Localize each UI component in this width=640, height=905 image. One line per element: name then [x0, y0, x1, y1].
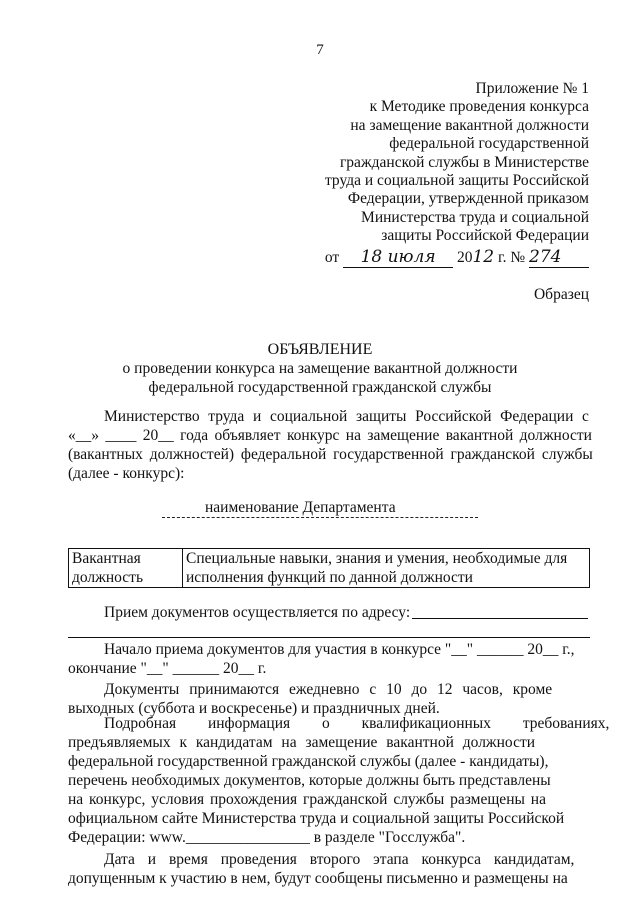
- address-continuation-line: [68, 637, 590, 638]
- intro-line: «__» ____ 20__ года объявляет конкурс на замещение вакантной должности: [68, 427, 592, 444]
- appendix-line: на замещение вакантной должности: [350, 116, 589, 134]
- table-cell: Специальные навыки, знания и умения, необходимые для исполнения функций по данной должности: [183, 549, 590, 588]
- hours-paragraph: [68, 680, 589, 718]
- page-number: 7: [316, 42, 324, 58]
- paragraph-line: Начало приема документов для участия в конкурсе "__" ______ 20__ г.,: [104, 641, 575, 658]
- paragraph-line: на конкурс, условия прохождения гражданской службы размещены на: [68, 791, 546, 808]
- appendix-line: Федерации, утвержденной приказом: [347, 190, 589, 208]
- announcement-title: ОБЪЯВЛЕНИЕ: [267, 341, 373, 358]
- appendix-block: [299, 80, 589, 268]
- start-paragraph: [68, 640, 589, 678]
- intro-line: (вакантных должностей) федеральной государственной гражданской службы: [68, 446, 593, 463]
- dashed-divider: [162, 517, 478, 518]
- appendix-line: защиты Российской Федерации: [381, 227, 589, 245]
- paragraph-line: перечень необходимых документов, которые должны быть представлены: [68, 772, 551, 789]
- appendix-line: Министерства труда и социальной: [361, 208, 589, 226]
- appendix-line: гражданской службы в Министерстве: [339, 153, 589, 171]
- paragraph-line: предъявляемых к кандидатам на замещение вакантной должности: [68, 734, 536, 751]
- announcement-heading: [0, 340, 640, 397]
- paragraph-line: выходных (суббота и воскресенье) и праздничных дней.: [68, 700, 440, 717]
- year-suffix: г. №: [497, 248, 526, 266]
- address-label: Прием документов осуществляется по адресу:: [104, 604, 411, 621]
- paragraph-line: официальном сайте Министерства труда и социальной защиты Российской: [68, 810, 565, 827]
- info-paragraph: [68, 714, 610, 847]
- handwritten-number: 274: [529, 246, 562, 267]
- paragraph-line: федеральной государственной гражданской службы (далее - кандидаты),: [68, 753, 549, 770]
- paragraph-line: Федерации: www.________________ в разделе "Госслужба".: [68, 829, 466, 846]
- appendix-line: труда и социальной защиты Российской: [324, 172, 589, 190]
- appendix-line: федеральной государственной: [389, 135, 589, 153]
- announcement-subtitle: федеральной государственной гражданской службы: [148, 378, 492, 396]
- announcement-subtitle: о проведении конкурса на замещение вакантной должности: [122, 360, 518, 377]
- intro-paragraph: [68, 407, 593, 483]
- handwritten-date: 18 июля: [360, 246, 436, 267]
- appendix-line: Приложение № 1: [475, 80, 589, 97]
- paragraph-line: допущенным к участию в нем, будут сообщены письменно и размещены на: [68, 870, 568, 887]
- paragraph-line: окончание "__" ______ 20__ г.: [68, 660, 267, 677]
- appendix-line: к Методике проведения конкурса: [369, 98, 589, 116]
- address-blank-line: [412, 618, 588, 619]
- year-prefix: 20: [456, 248, 473, 266]
- sample-label: Образец: [533, 286, 589, 303]
- vacancy-table: [68, 548, 590, 588]
- table-cell: Вакантная должность: [69, 549, 183, 588]
- paragraph-line: Подробная информация о квалификационных требованиях,: [104, 715, 610, 732]
- date-prefix: от: [324, 248, 340, 266]
- handwritten-year: 12: [472, 246, 495, 267]
- date-paragraph: [68, 850, 589, 888]
- intro-line: Министерство труда и социальной защиты Российской Федерации с: [104, 408, 589, 425]
- intro-line: (далее - конкурс):: [68, 465, 185, 482]
- paragraph-line: Документы принимаются ежедневно с 10 до 12 часов, кроме: [104, 681, 553, 698]
- order-date-line: [299, 248, 589, 268]
- paragraph-line: Дата и время проведения второго этапа конкурса кандидатам,: [104, 851, 575, 868]
- table-row: [69, 549, 590, 588]
- department-label: наименование Департамента: [205, 499, 396, 516]
